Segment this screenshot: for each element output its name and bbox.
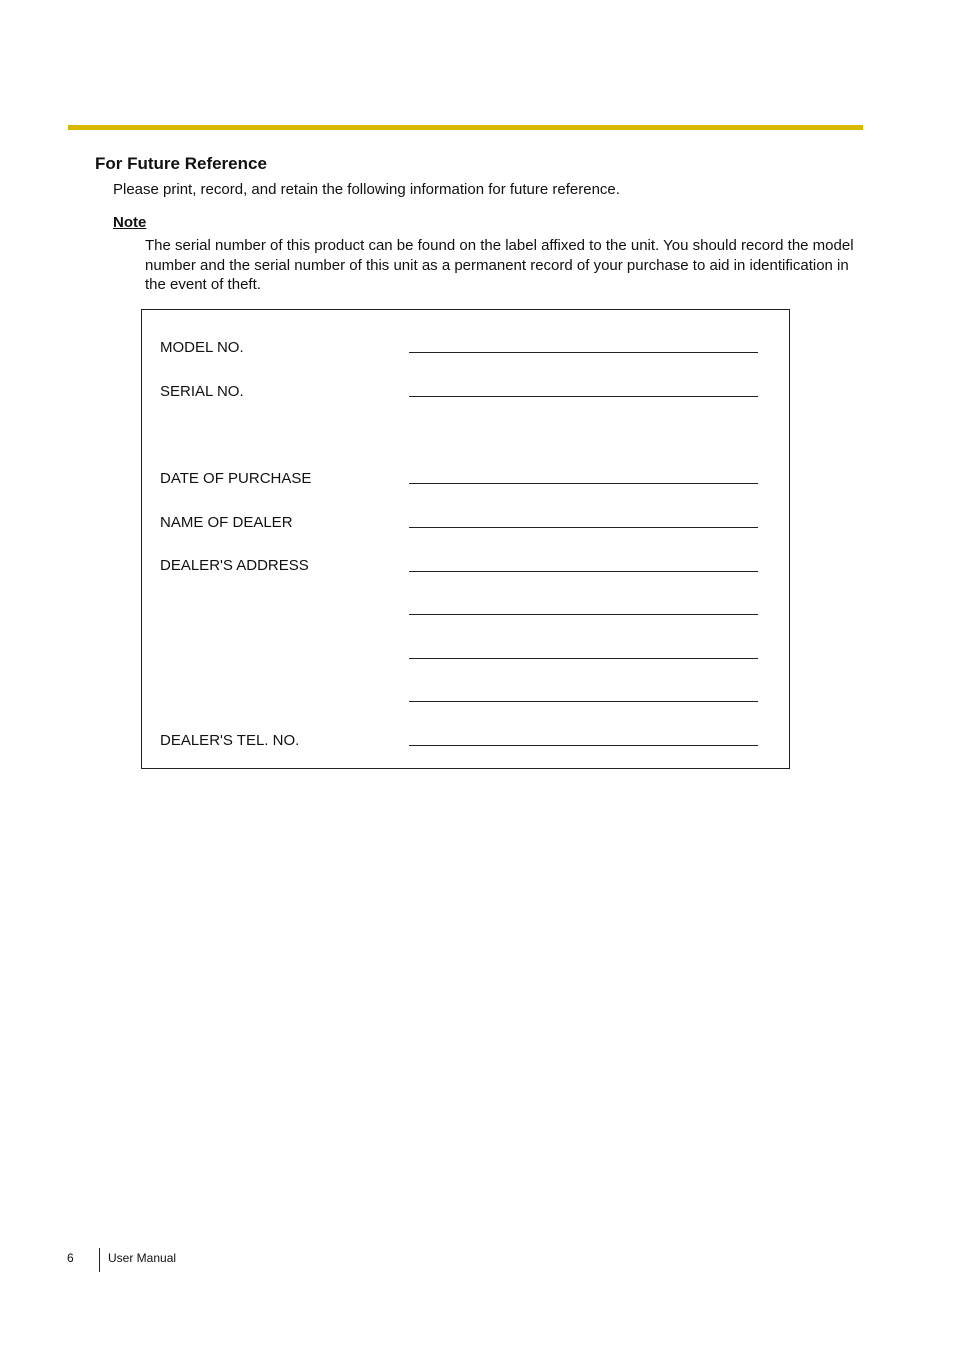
- serial-no-line[interactable]: [409, 396, 758, 397]
- section-heading: For Future Reference: [95, 154, 267, 173]
- footer-title: User Manual: [108, 1251, 177, 1265]
- dealers-address-line-1[interactable]: [409, 571, 758, 572]
- dealers-address-line-4[interactable]: [409, 701, 758, 702]
- date-of-purchase-label: DATE OF PURCHASE: [160, 470, 312, 487]
- note-body: The serial number of this product can be found on the label affixed to the unit. You should record the model number and the serial number of this unit as a permanent record of your purchase to aid in identification in the event of theft.: [145, 237, 854, 293]
- dealers-tel-no-label: DEALER'S TEL. NO.: [160, 732, 300, 749]
- page-number: 6: [67, 1251, 74, 1265]
- dealers-tel-no-line[interactable]: [409, 745, 758, 746]
- date-of-purchase-line[interactable]: [409, 483, 758, 484]
- intro-text: Please print, record, and retain the following information for future reference.: [113, 181, 620, 198]
- note-label: Note: [113, 214, 147, 231]
- model-no-line[interactable]: [409, 352, 758, 353]
- record-form-box: [141, 309, 790, 769]
- dealers-address-line-2[interactable]: [409, 614, 758, 615]
- dealers-address-label: DEALER'S ADDRESS: [160, 557, 309, 574]
- header-accent-rule: [68, 125, 863, 130]
- name-of-dealer-label: NAME OF DEALER: [160, 514, 293, 531]
- model-no-label: MODEL NO.: [160, 339, 244, 356]
- dealers-address-line-3[interactable]: [409, 658, 758, 659]
- footer-divider: [99, 1248, 100, 1272]
- name-of-dealer-line[interactable]: [409, 527, 758, 528]
- serial-no-label: SERIAL NO.: [160, 383, 244, 400]
